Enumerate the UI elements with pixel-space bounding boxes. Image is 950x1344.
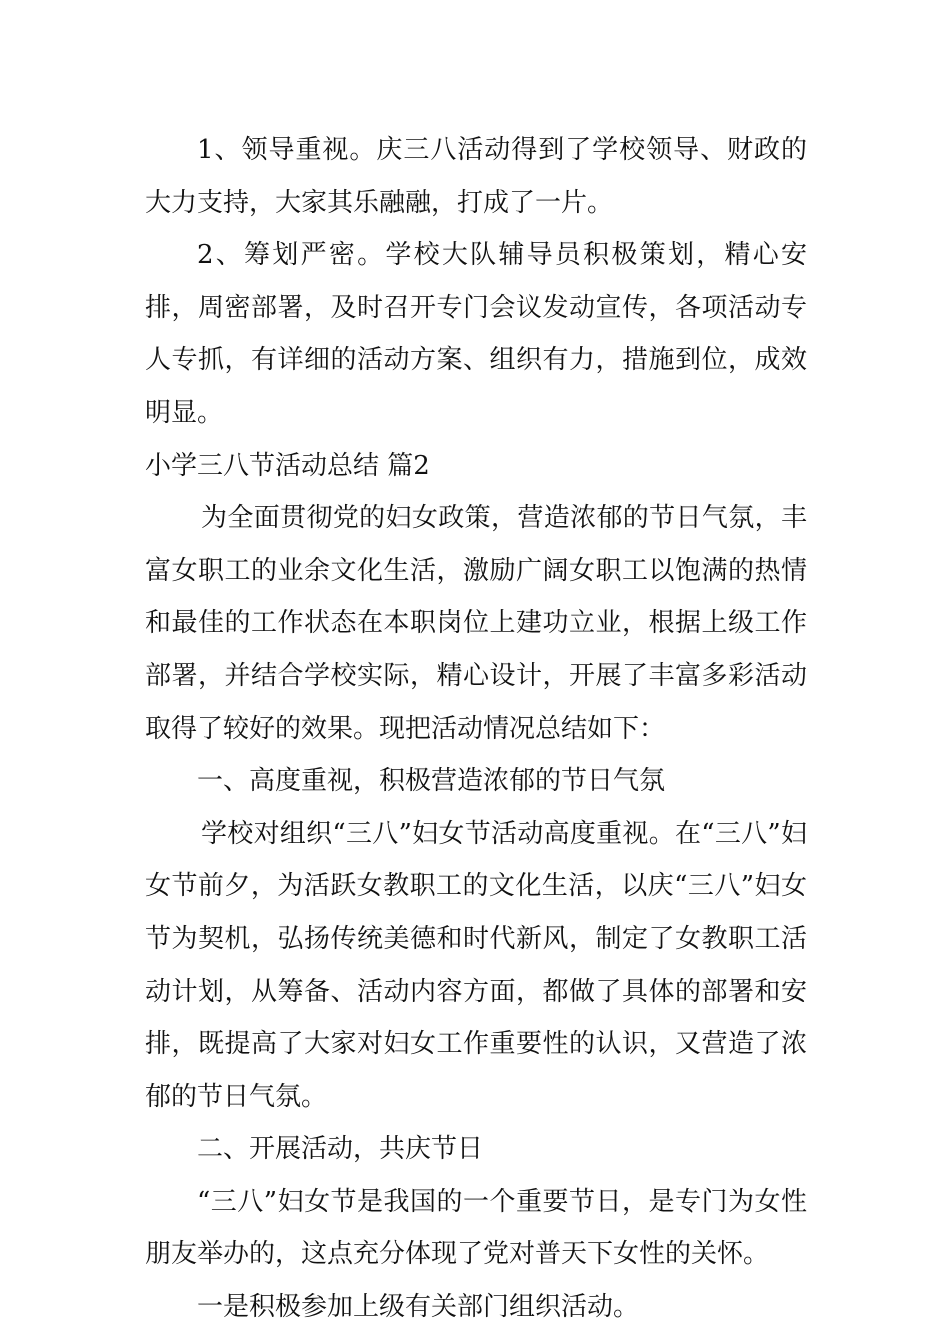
- paragraph-activities: 一是积极参加上级有关部门组织活动。: [197, 1292, 640, 1323]
- subheading-one: 一、高度重视，积极营造浓郁的节日气氛: [197, 766, 666, 797]
- document-body: [145, 124, 807, 1334]
- paragraph-intro: 为全面贯彻党的妇女政策，营造浓郁的节日气氛，丰富女职工的业余文化生活，激励广阔女职工以饱满的热情和最佳的工作状态在本职岗位上建功立业，根据上级工作部署，并结合学校实际，精心设计，开展了丰富多彩活动取得了较好的效果。现把活动情况总结如下：: [145, 503, 807, 744]
- paragraph-attention: 学校对组织“三八”妇女节活动高度重视。在“三八”妇女节前夕，为活跃女教职工的文化生活，以庆“三八”妇女节为契机，弘扬传统美德和时代新风，制定了女教职工活动计划，从筹备、活动内容方面，都做了具体的部署和安排，既提高了大家对妇女工作重要性的认识，又营造了浓郁的节日气氛。: [145, 818, 807, 1112]
- section-title: 小学三八节活动总结 篇2: [145, 450, 430, 481]
- paragraph-planning: 2、筹划严密。学校大队辅导员积极策划，精心安排，周密部署，及时召开专门会议发动宣传，各项活动专人专抓，有详细的活动方案、组织有力，措施到位，成效明显。: [145, 240, 807, 428]
- subheading-two: 二、开展活动，共庆节日: [197, 1134, 484, 1165]
- paragraph-leadership: 1、领导重视。庆三八活动得到了学校领导、财政的大力支持，大家其乐融融，打成了一片。: [145, 135, 807, 218]
- paragraph-festival: “三八”妇女节是我国的一个重要节日，是专门为女性朋友举办的，这点充分体现了党对普天下女性的关怀。: [145, 1186, 807, 1270]
